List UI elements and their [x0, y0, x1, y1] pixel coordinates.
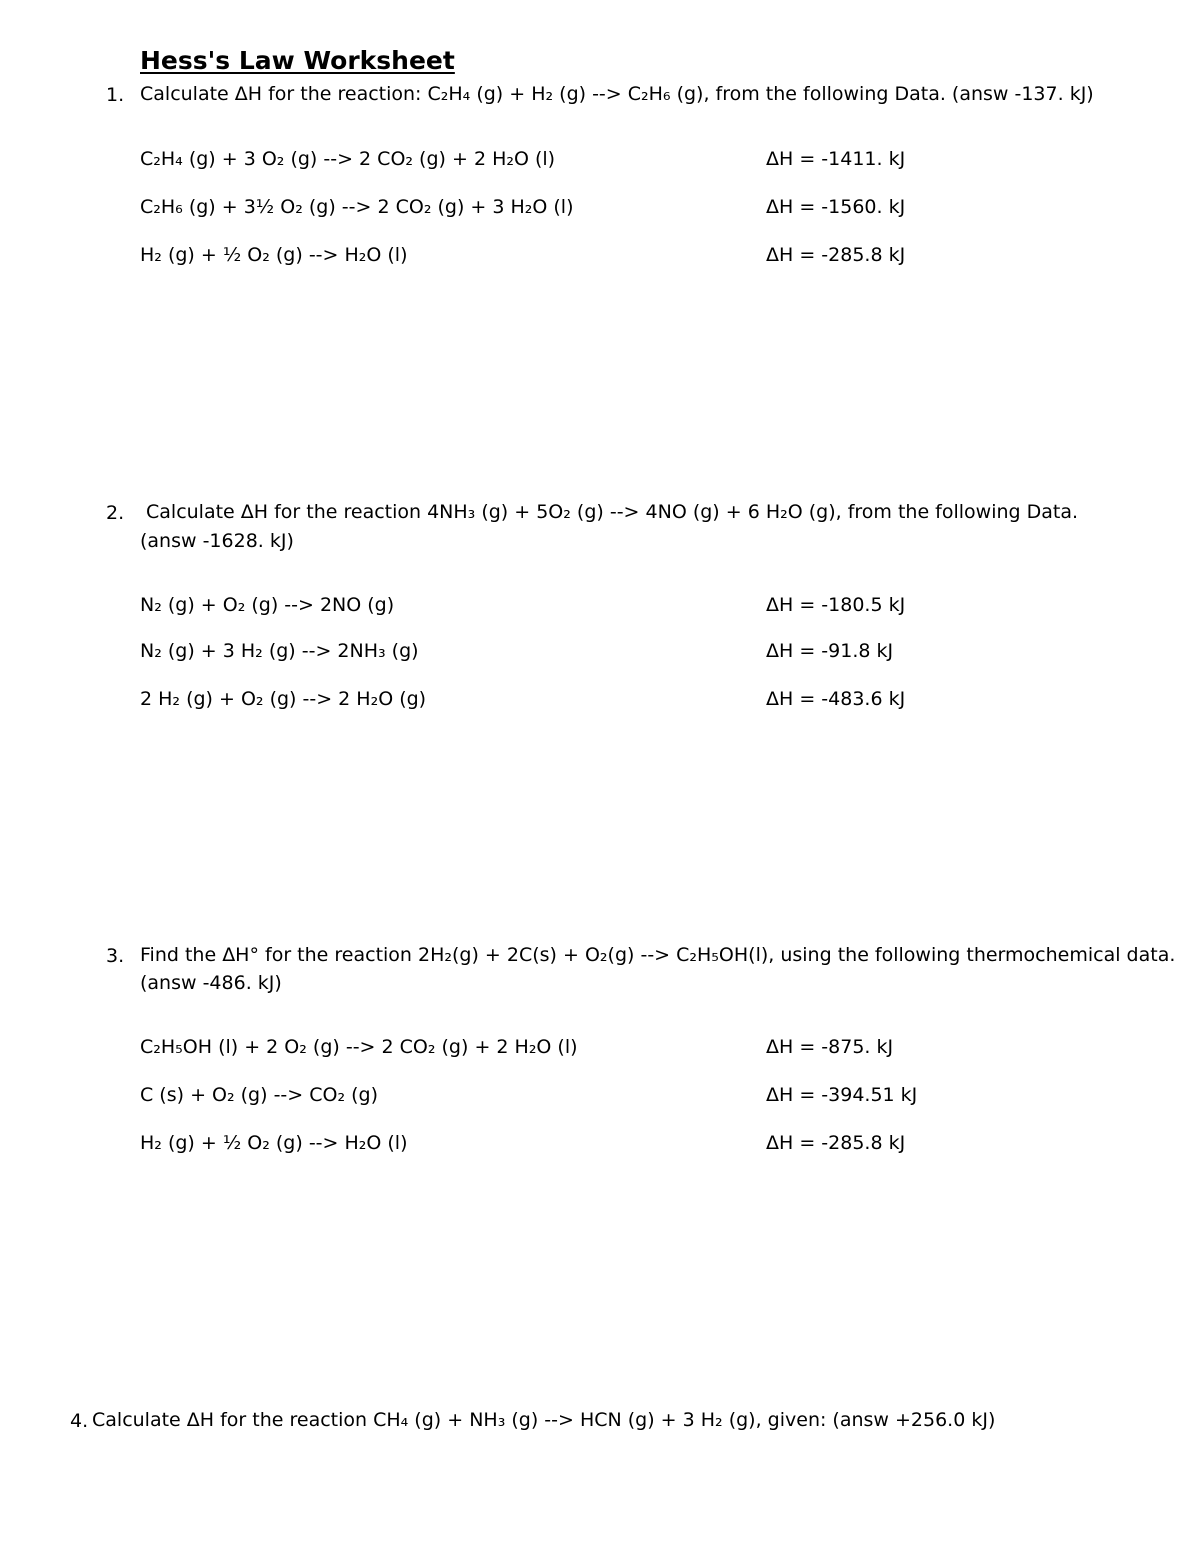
question-3-text: Find the ΔH° for the reaction 2H₂(g) + 2C(s) + O₂(g) --> C₂H₅OH(l), using the following thermochemical data. [140, 944, 1176, 966]
question-3-enthalpy-2: ΔH = -394.51 kJ [766, 1084, 918, 1106]
question-3-reaction-2: C (s) + O₂ (g) --> CO₂ (g) [140, 1084, 379, 1106]
question-4-number: 4. [70, 1410, 89, 1432]
question-2-reaction-2: N₂ (g) + 3 H₂ (g) --> 2NH₃ (g) [140, 640, 419, 662]
question-1-reaction-2: C₂H₆ (g) + 3½ O₂ (g) --> 2 CO₂ (g) + 3 H₂O (l) [140, 196, 574, 218]
question-3-answer: (answ -486. kJ) [140, 972, 282, 994]
question-2-answer: (answ -1628. kJ) [140, 530, 294, 552]
question-1-enthalpy-1: ΔH = -1411. kJ [766, 148, 906, 170]
question-2-reaction-3: 2 H₂ (g) + O₂ (g) --> 2 H₂O (g) [140, 688, 427, 710]
question-3-reaction-1: C₂H₅OH (l) + 2 O₂ (g) --> 2 CO₂ (g) + 2 H₂O (l) [140, 1036, 578, 1058]
question-3-enthalpy-1: ΔH = -875. kJ [766, 1036, 894, 1058]
question-2-enthalpy-3: ΔH = -483.6 kJ [766, 688, 906, 710]
question-1-enthalpy-2: ΔH = -1560. kJ [766, 196, 906, 218]
question-3-enthalpy-3: ΔH = -285.8 kJ [766, 1132, 906, 1154]
question-2-reaction-1: N₂ (g) + O₂ (g) --> 2NO (g) [140, 594, 395, 616]
question-3-number: 3. [106, 945, 125, 967]
question-2-text: Calculate ΔH for the reaction 4NH₃ (g) + 5O₂ (g) --> 4NO (g) + 6 H₂O (g), from the following Data. [146, 501, 1079, 523]
question-1-number: 1. [106, 84, 125, 106]
page-title: Hess's Law Worksheet [140, 46, 455, 75]
question-4-text: Calculate ΔH for the reaction CH₄ (g) + NH₃ (g) --> HCN (g) + 3 H₂ (g), given: (answ +256.0 kJ) [92, 1409, 996, 1431]
question-2-enthalpy-2: ΔH = -91.8 kJ [766, 640, 894, 662]
question-1-reaction-1: C₂H₄ (g) + 3 O₂ (g) --> 2 CO₂ (g) + 2 H₂O (l) [140, 148, 556, 170]
question-2-number: 2. [106, 502, 125, 524]
question-1-reaction-3: H₂ (g) + ½ O₂ (g) --> H₂O (l) [140, 244, 408, 266]
question-1-enthalpy-3: ΔH = -285.8 kJ [766, 244, 906, 266]
question-2-enthalpy-1: ΔH = -180.5 kJ [766, 594, 906, 616]
question-3-reaction-3: H₂ (g) + ½ O₂ (g) --> H₂O (l) [140, 1132, 408, 1154]
question-1-text: Calculate ΔH for the reaction: C₂H₄ (g) + H₂ (g) --> C₂H₆ (g), from the following Data. (answ -137. kJ) [140, 83, 1094, 105]
